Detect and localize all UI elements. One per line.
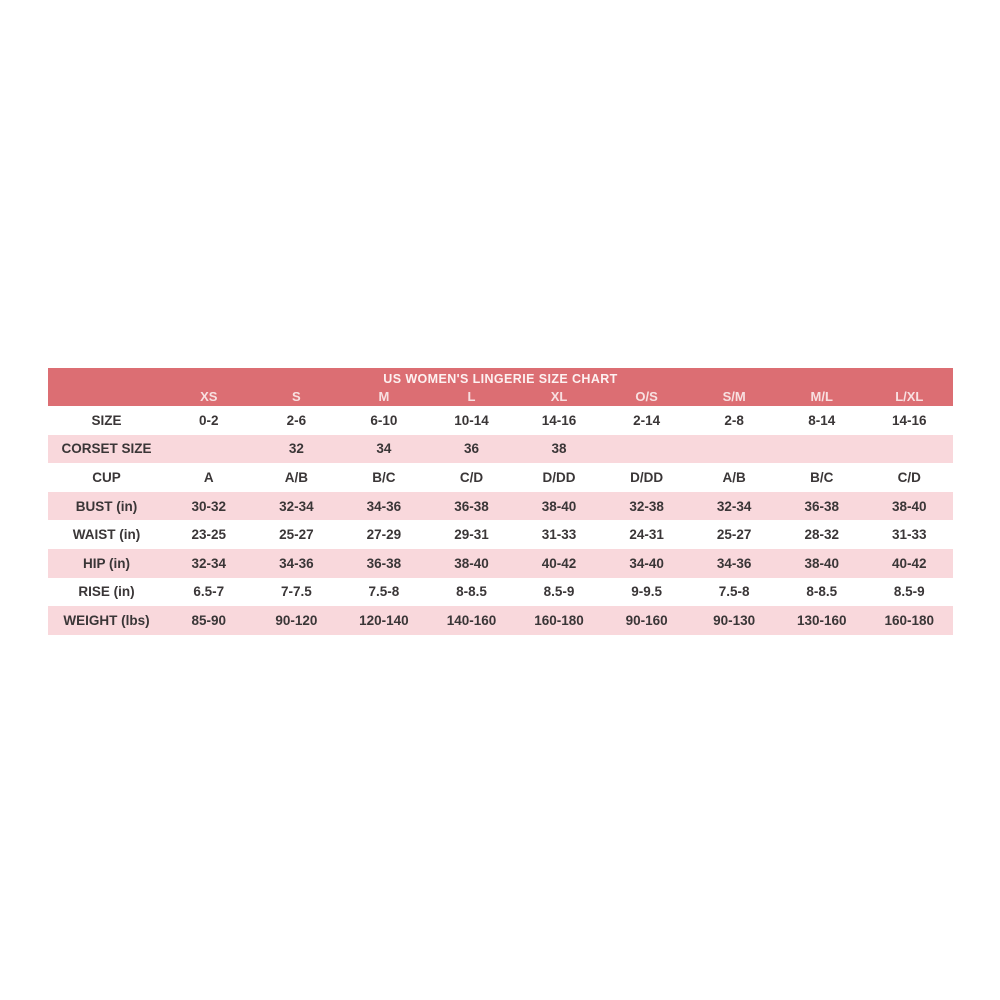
- table-cell-waist-in-m: 27-29: [366, 527, 402, 543]
- col-header-xl: XL: [550, 389, 568, 404]
- table-cell-corset-size-xl: 38: [551, 441, 567, 457]
- table-cell-waist-in-s: 25-27: [279, 527, 314, 543]
- table-cell-cup-m: B/C: [372, 469, 396, 485]
- col-header-s-m: S/M: [722, 389, 746, 404]
- table-cell-size-m-l: 8-14: [808, 412, 836, 428]
- table-cell-weight-lbs-s-m: 90-130: [713, 612, 756, 628]
- table-cell-rise-in-s: 7-7.5: [280, 584, 312, 600]
- col-header-o-s: O/S: [635, 389, 658, 404]
- header-label-spacer: [48, 388, 165, 406]
- table-cell-size-s: 2-6: [286, 412, 307, 428]
- table-cell-weight-lbs-l: 140-160: [446, 612, 497, 628]
- table-body: [48, 406, 953, 635]
- col-header-xs: XS: [200, 389, 218, 404]
- table-cell-rise-in-xl: 8.5-9: [543, 584, 575, 600]
- row-label-rise-in: RISE (in): [78, 584, 135, 600]
- table-cell-corset-size-m: 34: [376, 441, 392, 457]
- table-cell-bust-in-m-l: 36-38: [804, 498, 839, 514]
- table-cell-waist-in-m-l: 28-32: [804, 527, 839, 543]
- table-cell-hip-in-l-xl: 40-42: [892, 555, 927, 571]
- table-cell-weight-lbs-m: 120-140: [359, 612, 409, 628]
- table-cell-size-xs: 0-2: [199, 412, 219, 428]
- table-cell-hip-in-s-m: 34-36: [716, 555, 752, 571]
- table-cell-size-xl: 14-16: [541, 412, 577, 428]
- table-cell-hip-in-xl: 40-42: [541, 555, 577, 571]
- table-title: US WOMEN'S LINGERIE SIZE CHART: [383, 372, 618, 386]
- table-cell-weight-lbs-m-l: 130-160: [796, 612, 847, 628]
- table-cell-size-s-m: 2-8: [724, 412, 744, 428]
- size-chart-table: [48, 368, 953, 635]
- table-cell-waist-in-l: 29-31: [454, 527, 489, 543]
- table-cell-waist-in-xl: 31-33: [541, 527, 577, 543]
- table-cell-corset-size-l: 36: [463, 441, 479, 457]
- table-cell-bust-in-s-m: 32-34: [716, 498, 752, 514]
- table-cell-rise-in-s-m: 7.5-8: [718, 584, 750, 600]
- col-header-m-l: M/L: [810, 389, 833, 404]
- table-cell-cup-xl: D/DD: [542, 469, 576, 485]
- row-label-waist-in: WAIST (in): [72, 527, 141, 543]
- table-cell-cup-l: C/D: [459, 469, 484, 485]
- table-row-bust-in: [48, 492, 953, 521]
- table-cell-weight-lbs-xl: 160-180: [534, 612, 584, 628]
- table-cell-size-o-s: 2-14: [633, 412, 661, 428]
- table-cell-weight-lbs-xs: 85-90: [191, 612, 227, 628]
- table-cell-bust-in-s: 32-34: [279, 498, 314, 514]
- row-label-corset-size: CORSET SIZE: [61, 441, 152, 457]
- table-cell-hip-in-m-l: 38-40: [804, 555, 839, 571]
- table-cell-size-l: 10-14: [454, 412, 489, 428]
- row-label-weight-lbs: WEIGHT (lbs): [63, 612, 150, 628]
- table-row-waist-in: [48, 520, 953, 549]
- table-cell-size-m: 6-10: [370, 412, 398, 428]
- table-cell-bust-in-xl: 38-40: [541, 498, 577, 514]
- table-cell-bust-in-xs: 30-32: [191, 498, 227, 514]
- table-row-cup: [48, 463, 953, 492]
- table-row-corset-size: [48, 435, 953, 464]
- table-cell-cup-m-l: B/C: [810, 469, 834, 485]
- table-cell-rise-in-l-xl: 8.5-9: [893, 584, 925, 600]
- table-cell-size-l-xl: 14-16: [892, 412, 927, 428]
- size-header-row: [48, 388, 953, 406]
- row-label-cup: CUP: [92, 469, 121, 485]
- table-row-rise-in: [48, 578, 953, 607]
- table-cell-weight-lbs-l-xl: 160-180: [884, 612, 935, 628]
- table-cell-corset-size-s: 32: [288, 441, 304, 457]
- col-header-m: M: [378, 389, 390, 404]
- row-label-bust-in: BUST (in): [75, 498, 138, 514]
- table-row-hip-in: [48, 549, 953, 578]
- table-cell-hip-in-l: 38-40: [454, 555, 489, 571]
- table-header: [48, 368, 953, 406]
- table-cell-bust-in-o-s: 32-38: [629, 498, 664, 514]
- table-cell-bust-in-m: 34-36: [366, 498, 402, 514]
- table-cell-waist-in-l-xl: 31-33: [892, 527, 927, 543]
- col-header-l-xl: L/XL: [895, 389, 924, 404]
- table-cell-rise-in-m: 7.5-8: [368, 584, 400, 600]
- col-header-s: S: [292, 389, 301, 404]
- table-cell-hip-in-s: 34-36: [279, 555, 314, 571]
- row-label-size: SIZE: [91, 412, 122, 428]
- table-cell-cup-l-xl: C/D: [897, 469, 921, 485]
- table-cell-cup-xs: A: [203, 469, 214, 485]
- table-cell-bust-in-l: 36-38: [454, 498, 489, 514]
- table-cell-waist-in-xs: 23-25: [191, 527, 227, 543]
- table-cell-cup-o-s: D/DD: [630, 469, 664, 485]
- table-cell-rise-in-l: 8-8.5: [456, 584, 487, 600]
- row-label-hip-in: HIP (in): [83, 555, 130, 571]
- table-cell-rise-in-m-l: 8-8.5: [806, 584, 838, 600]
- table-cell-hip-in-m: 36-38: [366, 555, 402, 571]
- table-cell-cup-s: A/B: [284, 469, 308, 485]
- table-cell-hip-in-xs: 32-34: [191, 555, 227, 571]
- table-cell-rise-in-o-s: 9-9.5: [631, 584, 662, 600]
- table-cell-waist-in-s-m: 25-27: [716, 527, 752, 543]
- table-row-weight-lbs: [48, 606, 953, 635]
- table-cell-weight-lbs-o-s: 90-160: [625, 612, 668, 628]
- table-cell-cup-s-m: A/B: [722, 469, 746, 485]
- table-cell-hip-in-o-s: 34-40: [629, 555, 664, 571]
- table-row-size: [48, 406, 953, 435]
- table-cell-waist-in-o-s: 24-31: [629, 527, 664, 543]
- table-cell-weight-lbs-s: 90-120: [275, 612, 318, 628]
- table-cell-rise-in-xs: 6.5-7: [193, 584, 225, 600]
- col-header-l: L: [467, 389, 476, 404]
- table-cell-bust-in-l-xl: 38-40: [892, 498, 927, 514]
